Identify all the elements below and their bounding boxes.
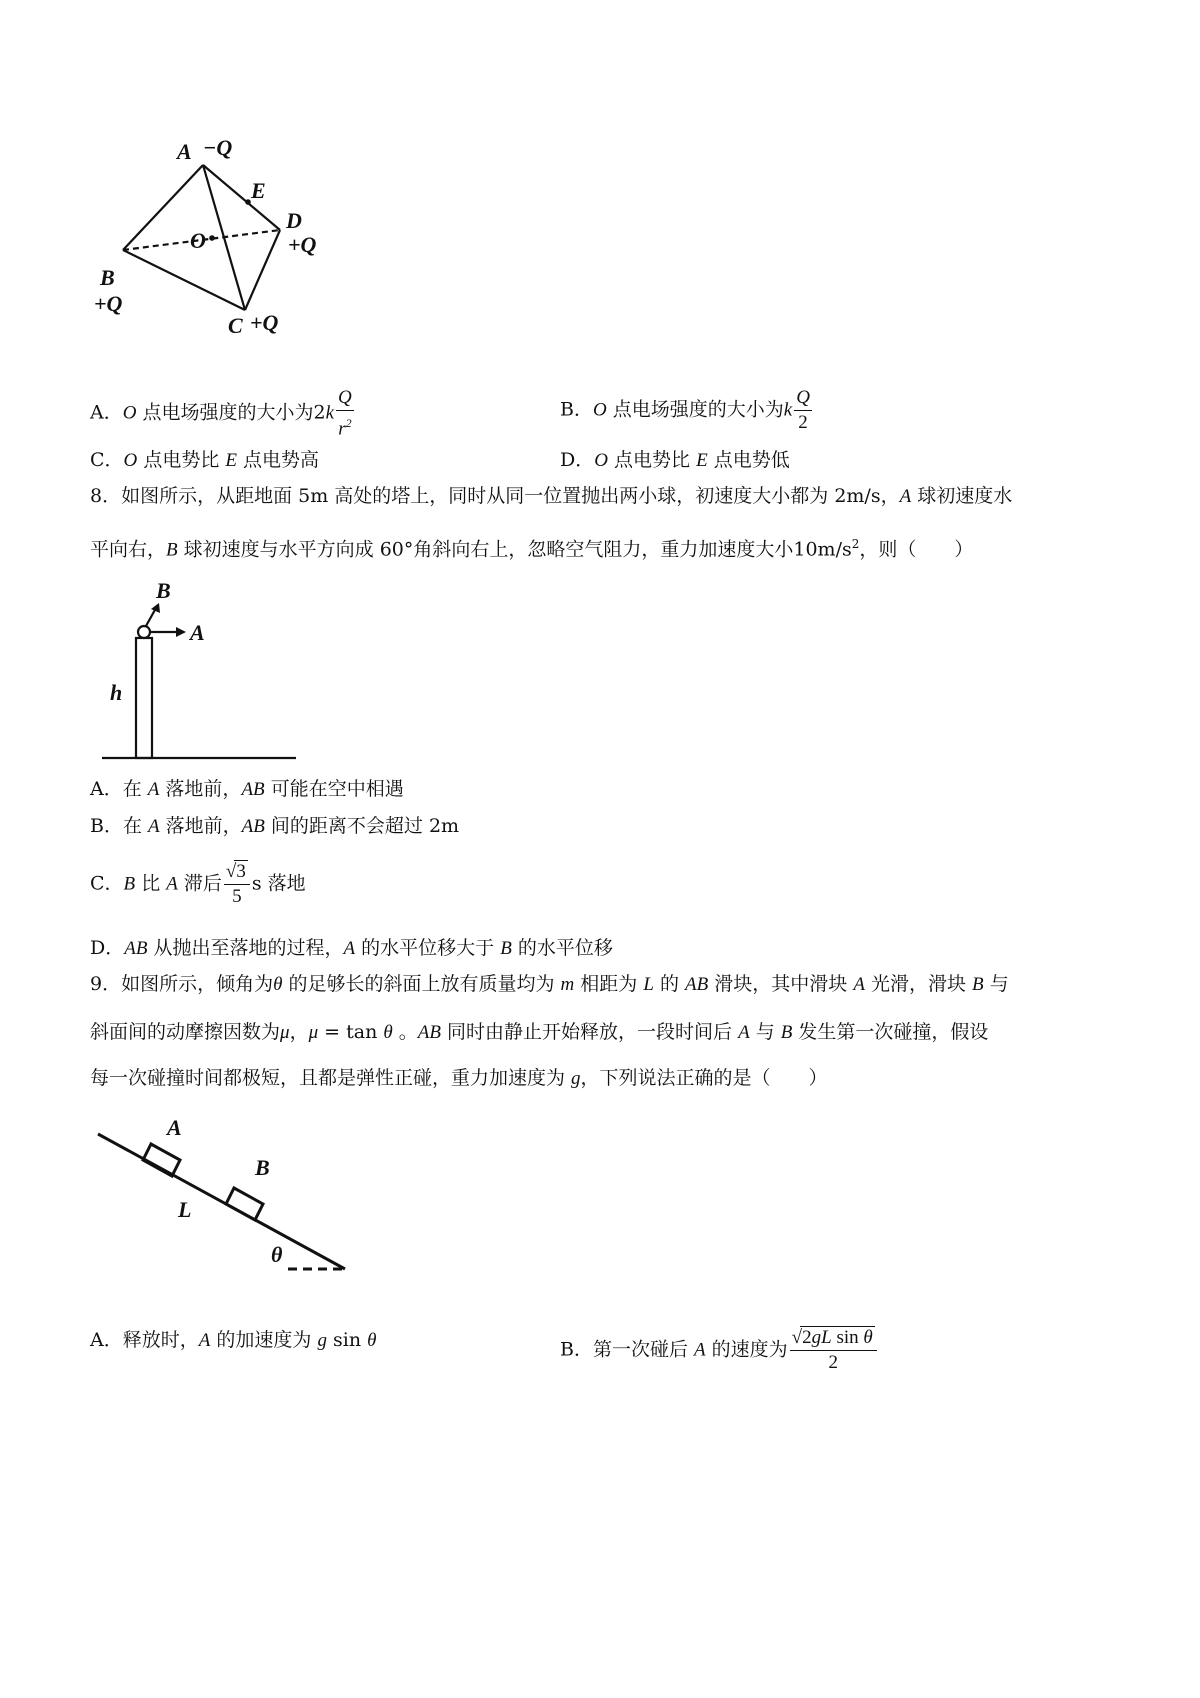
q7-option-c: C．O 点电势比 E 点电势高 — [90, 449, 320, 471]
q8-stem-line2: 平向右，B 球初速度与水平方向成 60°角斜向右上，忽略空气阻力，重力加速度大小$10m/s^2$，则（ ） — [90, 537, 974, 561]
label-E: E — [251, 178, 266, 203]
label-C: C — [228, 313, 243, 338]
q9-stem-line2: 斜面间的动摩擦因数为μ，μ = tan θ 。AB 同时由静止开始释放，一段时间后 A 与 B 发生第一次碰撞，假设 — [90, 1021, 989, 1043]
q9-option-b: B．第一次碰后 A 的速度为 $\frac{\text{√2gL sin θ}}{2}$ — [560, 1326, 879, 1375]
q8-option-d: D．AB 从抛出至落地的过程，A 的水平位移大于 B 的水平位移 — [90, 937, 613, 959]
label-B-charge: +Q — [94, 291, 123, 316]
label-D: D — [286, 208, 302, 233]
q9-stem-line3: 每一次碰撞时间都极短，且都是弹性正碰，重力加速度为 g，下列说法正确的是（ ） — [90, 1067, 828, 1089]
label-D-charge: +Q — [288, 232, 317, 257]
tetrahedron-figure — [90, 130, 350, 350]
q8-option-a: A．在 A 落地前，AB 可能在空中相遇 — [90, 778, 404, 800]
label-A: A — [177, 139, 192, 164]
fraction-sqrt3-over-5: $\frac{√3}{5}$ — [224, 860, 250, 909]
fraction-q-over-2: $\frac{Q}{2}$ — [796, 387, 810, 433]
q7-option-b: B．O 点电场强度的大小为k $\frac{Q}{2}$ — [560, 387, 810, 433]
label-theta: θ — [271, 1242, 283, 1267]
label-A: A — [167, 1115, 182, 1140]
incline-figure — [90, 1105, 360, 1280]
q8-option-b: B．在 A 落地前，AB 间的距离不会超过 2m — [90, 815, 460, 837]
label-L: L — [178, 1197, 192, 1222]
q8-stem-line1: 8．如图所示，从距地面 5m 高处的塔上，同时从同一位置抛出两小球，初速度大小都为 2m/s，A 球初速度水 — [90, 485, 1013, 507]
label-A-charge: −Q — [203, 135, 233, 160]
fraction-sqrt-2gLsin-over-2: $\frac{\text{√2gL sin θ}}{2}$ — [790, 1326, 877, 1375]
label-h: h — [110, 680, 123, 705]
q7-option-a: A．O 点电场强度的大小为2k $\frac{Q}{r^2}$ — [90, 387, 352, 440]
label-B: B — [255, 1155, 270, 1180]
q9-option-a: A．释放时，A 的加速度为 g sin θ — [90, 1329, 377, 1351]
label-B: B — [156, 578, 171, 603]
q9-stem-line1: 9．如图所示，倾角为θ 的足够长的斜面上放有质量均为 m 相距为 L 的 AB 滑块，其中滑块 A 光滑，滑块 B 与 — [90, 973, 1009, 995]
q7-option-d: D．O 点电势比 E 点电势低 — [560, 449, 790, 471]
label-B: B — [100, 265, 115, 290]
fraction-q-over-r2: $\frac{Q}{r^2}$ — [338, 387, 352, 440]
q8-option-c: C．B 比 A 滞后 $\frac{√3}{5}$ s 落地 — [90, 861, 306, 907]
label-C-charge: +Q — [250, 310, 279, 335]
tower-figure — [90, 572, 310, 767]
label-O: O — [190, 228, 206, 253]
label-A: A — [190, 620, 205, 645]
